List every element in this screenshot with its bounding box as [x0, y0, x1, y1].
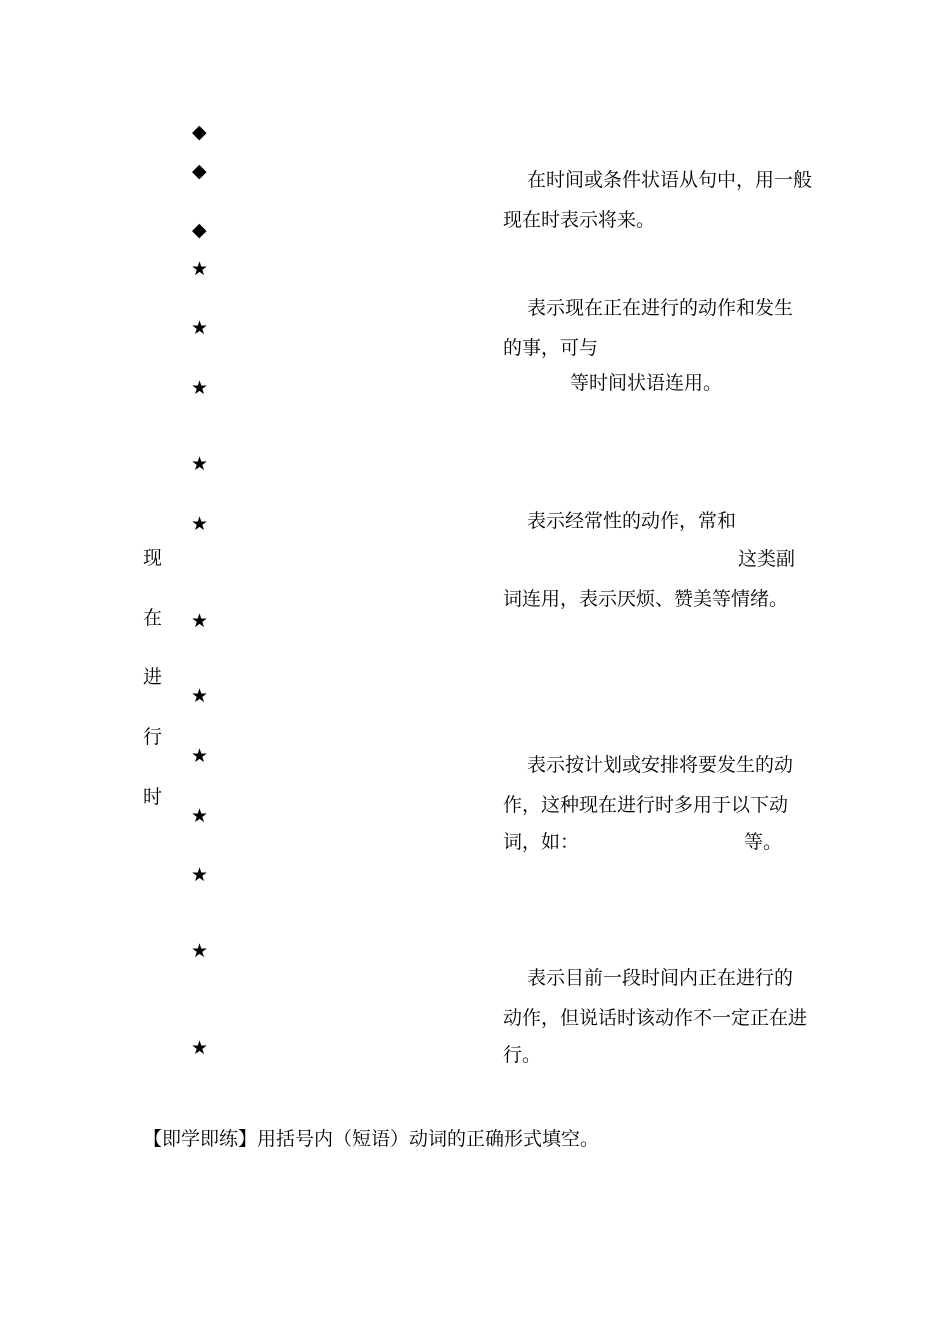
note-planned-line3a: 词，如：: [503, 831, 580, 853]
star-bullet-icon: ★: [191, 940, 209, 962]
star-bullet-icon: ★: [191, 745, 209, 767]
star-bullet-icon: ★: [191, 317, 209, 339]
star-bullet-icon: ★: [191, 1037, 209, 1059]
star-bullet-icon: ★: [191, 805, 209, 827]
side-label-char: 在: [143, 607, 163, 629]
side-label-char: 进: [143, 666, 163, 688]
diamond-bullet-icon: ◆: [192, 160, 207, 182]
note-future-line1: 在时间或条件状语从句中，用一般: [527, 169, 813, 191]
star-bullet-icon: ★: [191, 453, 209, 475]
star-bullet-icon: ★: [191, 377, 209, 399]
note-period-line1: 表示目前一段时间内正在进行的: [527, 967, 794, 989]
note-now-line3: 等时间状语连用。: [570, 372, 723, 394]
note-now-line1: 表示现在正在进行的动作和发生: [527, 297, 794, 319]
diamond-bullet-icon: ◆: [192, 219, 207, 241]
star-bullet-icon: ★: [191, 258, 209, 280]
note-planned-line1: 表示按计划或安排将要发生的动: [527, 754, 794, 776]
diamond-bullet-icon: ◆: [192, 121, 207, 143]
side-label-char: 行: [143, 726, 163, 748]
note-planned-line2: 作，这种现在进行时多用于以下动: [503, 794, 789, 816]
note-now-line2: 的事，可与: [503, 337, 599, 359]
note-frequent-line2: 这类副: [738, 548, 796, 570]
note-frequent-line1: 表示经常性的动作，常和: [527, 510, 737, 532]
note-period-line3: 行。: [503, 1044, 542, 1066]
star-bullet-icon: ★: [191, 610, 209, 632]
star-bullet-icon: ★: [191, 685, 209, 707]
note-frequent-line3: 词连用，表示厌烦、赞美等情绪。: [503, 588, 789, 610]
exercise-instruction: 【即学即练】用括号内（短语）动词的正确形式填空。: [143, 1128, 600, 1150]
note-future-line2: 现在时表示将来。: [503, 209, 656, 231]
side-label-char: 时: [143, 786, 163, 808]
note-planned-line3b: 等。: [744, 831, 783, 853]
side-label-char: 现: [143, 547, 163, 569]
note-period-line2: 动作，但说话时该动作不一定正在进: [503, 1007, 808, 1029]
star-bullet-icon: ★: [191, 513, 209, 535]
star-bullet-icon: ★: [191, 864, 209, 886]
